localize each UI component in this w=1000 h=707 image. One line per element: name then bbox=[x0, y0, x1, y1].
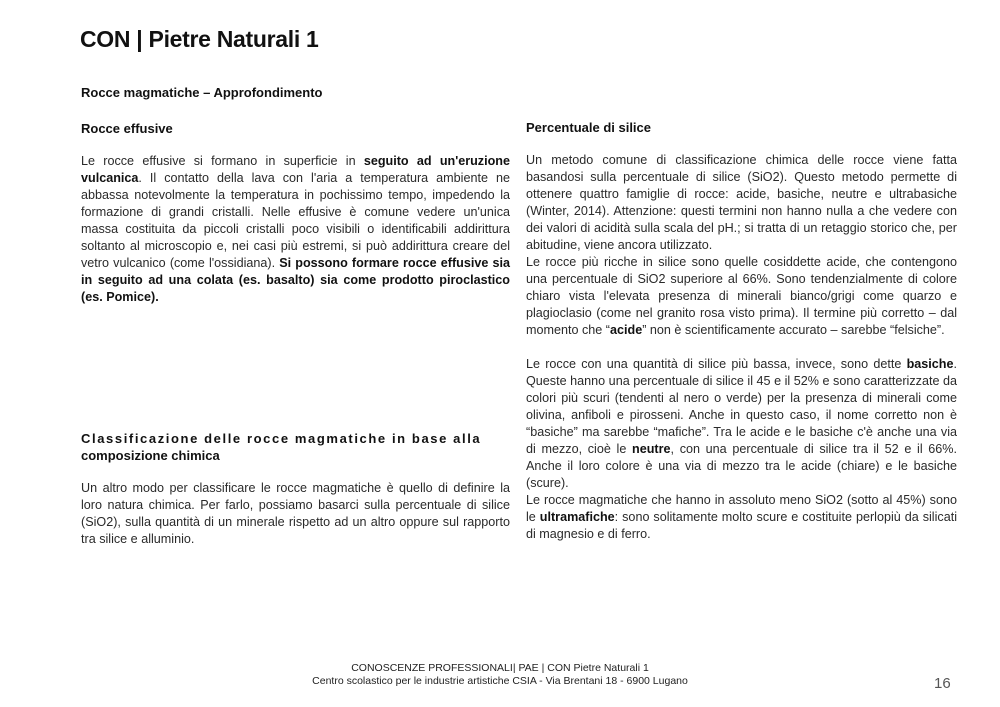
silica-p2-bold: acide bbox=[610, 323, 643, 337]
classification-paragraph: Un altro modo per classificare le rocce magmatiche è quello di definire la loro natura chimica. Per farlo, possiamo basarci sulla percentuale di silice (SiO2), sulla quantità di un minerale rispetto ad un altro oppure sul rapporto tra silice e alluminio. bbox=[81, 481, 510, 546]
classification-heading bbox=[81, 430, 510, 464]
silica-p2-text-c: ” non è scientificamente accurato – sarebbe “felsiche”. bbox=[642, 323, 945, 337]
classification-heading-line1: Classificazione delle rocce magmatiche in base alla bbox=[81, 431, 482, 446]
silica-paragraph-4 bbox=[526, 492, 957, 543]
effusive-text-1: Le rocce effusive si formano in superficie in bbox=[81, 154, 364, 168]
page-number: 16 bbox=[934, 675, 951, 692]
classification-heading-line2: composizione chimica bbox=[81, 448, 220, 463]
effusive-rocks-section bbox=[81, 120, 510, 306]
effusive-text-2: . Il contatto della lava con l'aria a temperatura ambiente ne abbassa notevolmente la temperatura in pochissimo tempo, impedendo la formazione di grandi cristalli. Nelle effusive è comune vedere un'unica massa costituita da piccoli cristalli poco visibili o identificabili addirittura soltanto al microscopio e, nei casi più estremi, si può addirittura creare del vetro vulcanico (come l'ossidiana). bbox=[81, 171, 510, 270]
footer-school-line: Centro scolastico per le industrie artistiche CSIA - Via Brentani 18 - 6900 Lugano bbox=[312, 675, 688, 687]
footer-course-line: CONOSCENZE PROFESSIONALI| PAE | CON Pietre Naturali 1 bbox=[351, 662, 649, 674]
silica-p2-text-a: Le rocce più ricche in silice sono quelle cosiddette acide, che contengono una percentuale di SiO2 superiore al 66%. Sono tendenzialmente di colore chiaro vista l'elevata presenza di minerali bianco/grigi come quarzo e plagioclasio (come nel granito rosa visto prima). Il termine più corretto – dal momento che “ bbox=[526, 255, 957, 337]
effusive-bold-1: seguito ad un'eruzione vulcanica bbox=[81, 154, 510, 185]
silica-paragraph-2 bbox=[526, 254, 957, 339]
classification-section bbox=[81, 430, 510, 548]
silica-percentage-section bbox=[526, 119, 957, 543]
silica-p3-text-c: . Queste hanno una percentuale di silice il 45 e il 52% e sono caratterizzate da colori più scuri (tendenti al nero o verde) per la presenza di minerali come olivina, anfiboli e pirosseni. Anche in questo caso, il nome corretto non è “basiche” ma sarebbe “mafiche”. Tra le acide e le basiche c'è anche una via di mezzo, cioè le bbox=[526, 357, 957, 456]
silica-p4-text-a: Le rocce magmatiche che hanno in assoluto meno SiO2 (sotto al 45%) sono le bbox=[526, 493, 957, 524]
section-subtitle: Rocce magmatiche – Approfondimento bbox=[81, 85, 323, 100]
silica-p4-text-c: : sono solitamente molto scure e costituite perlopiù da silicati di magnesio e di ferro. bbox=[526, 510, 957, 541]
effusive-paragraph bbox=[81, 153, 510, 306]
effusive-bold-2: Si possono formare rocce effusive sia in seguito ad una colata (es. basalto) sia come prodotto piroclastico (es. Pomice). bbox=[81, 256, 511, 304]
silica-p3-bold-basiche: basiche bbox=[906, 357, 954, 371]
silica-paragraph-3 bbox=[526, 356, 957, 492]
silica-paragraph-1: Un metodo comune di classificazione chimica delle rocce viene fatta basandosi sulla percentuale di silice (SiO2). Questo metodo permette di ottenere quattro famiglie di rocce: acide, basiche, neutre e ultrabasiche (Winter, 2014). Attenzione: questi termini non hanno nulla a che vedere con dei valori di acidità sulla scala del pH.; si tratta di un retaggio storico che, per abitudine, viene ancora utilizzato. bbox=[526, 153, 957, 252]
silica-p3-text-a: Le rocce con una quantità di silice più bassa, invece, sono dette bbox=[526, 357, 907, 371]
silica-heading: Percentuale di silice bbox=[526, 120, 652, 135]
silica-p3-bold-neutre: neutre bbox=[632, 442, 671, 456]
effusive-heading: Rocce effusive bbox=[81, 121, 173, 136]
silica-p4-bold: ultramafiche bbox=[539, 510, 615, 524]
silica-p3-text-e: , con una percentuale di silice tra il 52 e il 66%. Anche il loro colore è una via di mezzo tra le acide (chiare) e le basiche (scure). bbox=[526, 442, 957, 490]
page-title: CON | Pietre Naturali 1 bbox=[80, 26, 319, 52]
